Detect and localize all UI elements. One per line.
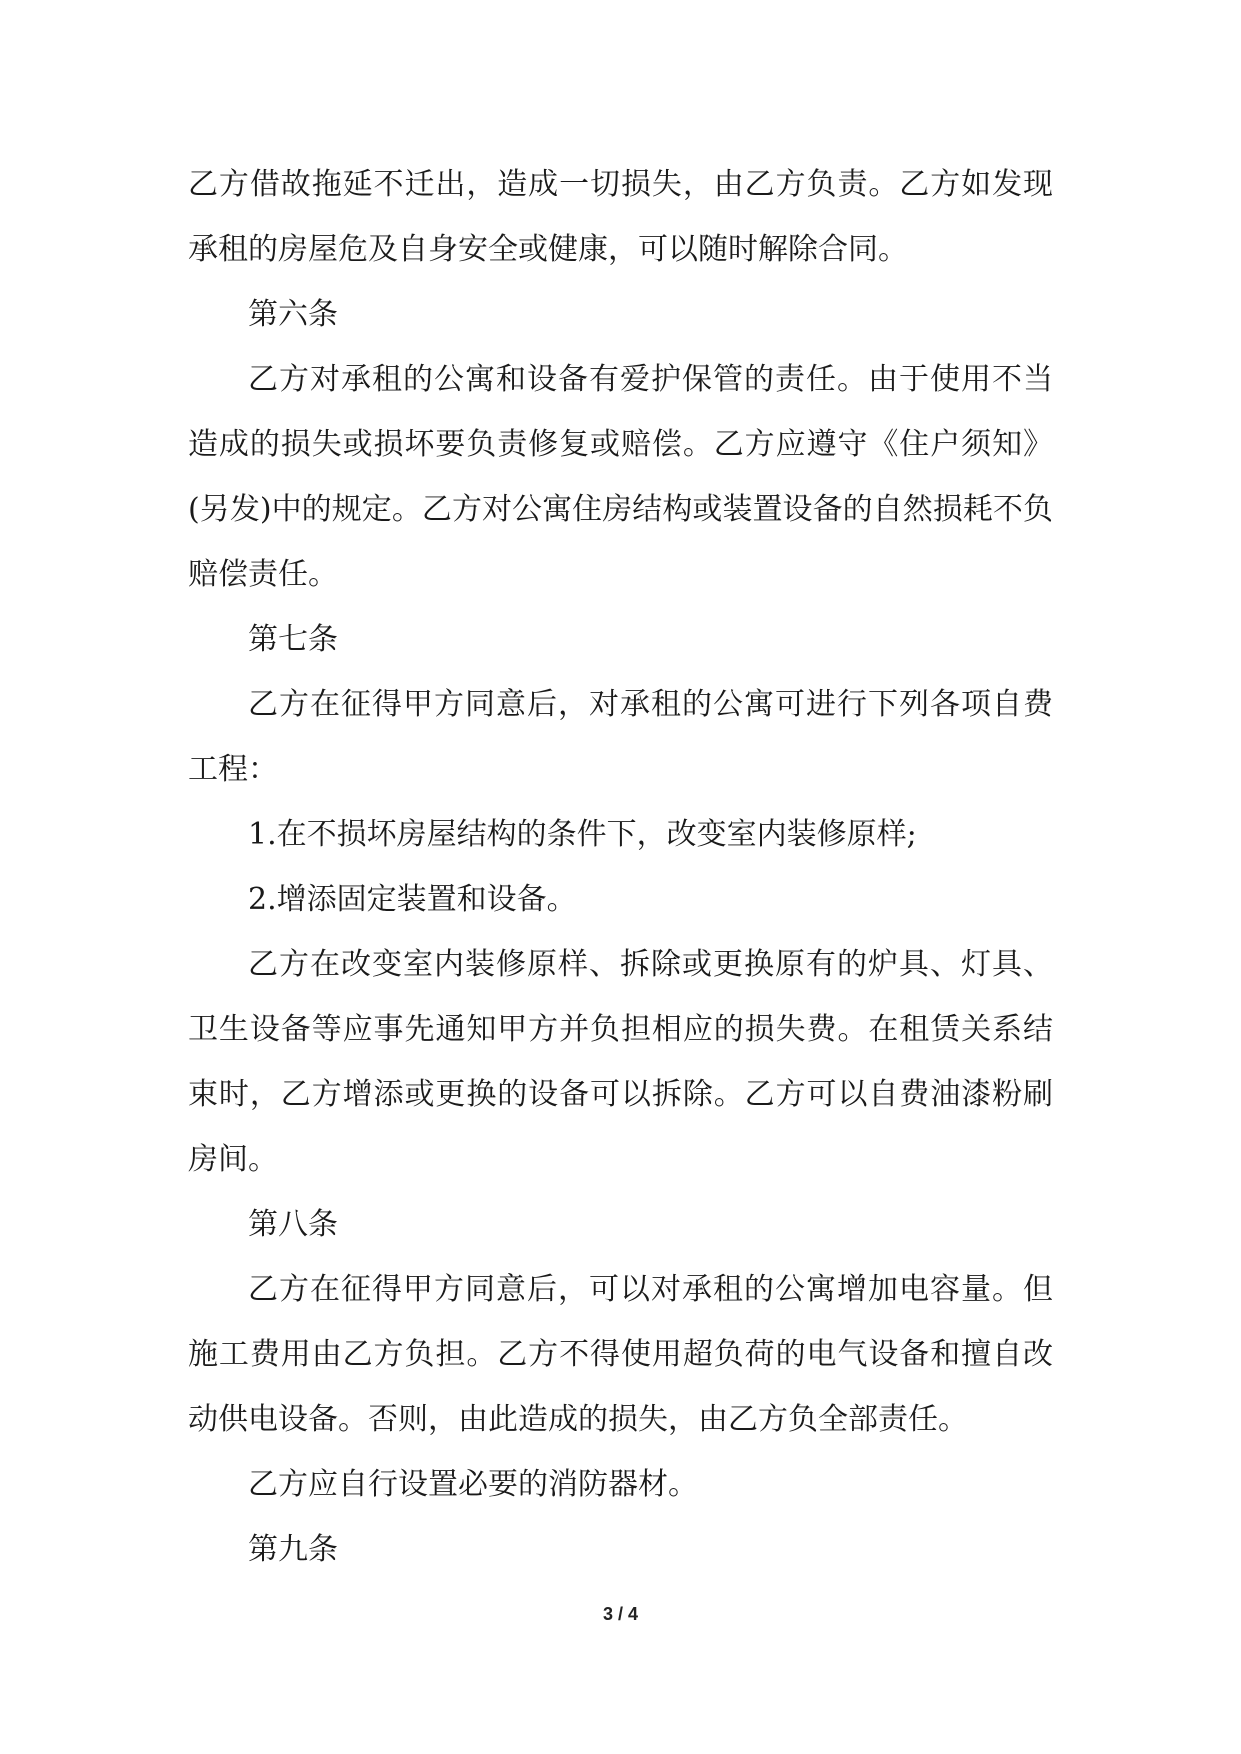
paragraph-fire-equipment: 乙方应自行设置必要的消防器材。 (248, 1467, 698, 1502)
article-heading-6: 第六条 (248, 297, 338, 332)
document-body (188, 152, 1053, 1582)
article-heading-8: 第八条 (248, 1207, 338, 1242)
page-number: 3 / 4 (602, 1604, 639, 1624)
article-heading-9: 第九条 (248, 1532, 338, 1567)
paragraph-article-7: 乙方在征得甲方同意后，对承租的公寓可进行下列各项自费工程： (188, 687, 1053, 787)
paragraph-article-6: 乙方对承租的公寓和设备有爱护保管的责任。由于使用不当造成的损失或损坏要负责修复或赔偿。乙方应遵守《住户须知》(另发)中的规定。乙方对公寓住房结构或装置设备的自然损耗不负赔偿责任。 (188, 362, 1053, 592)
list-item-2: 2.增添固定装置和设备。 (248, 882, 577, 917)
list-item-1: 1.在不损坏房屋结构的条件下，改变室内装修原样; (248, 817, 917, 852)
article-heading-7: 第七条 (248, 622, 338, 657)
paragraph-continuation: 乙方借故拖延不迁出，造成一切损失，由乙方负责。乙方如发现承租的房屋危及自身安全或健康，可以随时解除合同。 (188, 167, 1053, 267)
paragraph-article-8: 乙方在征得甲方同意后，可以对承租的公寓增加电容量。但施工费用由乙方负担。乙方不得使用超负荷的电气设备和擅自改动供电设备。否则，由此造成的损失，由乙方负全部责任。 (188, 1272, 1053, 1437)
paragraph-article-7-notice: 乙方在改变室内装修原样、拆除或更换原有的炉具、灯具、卫生设备等应事先通知甲方并负担相应的损失费。在租赁关系结束时，乙方增添或更换的设备可以拆除。乙方可以自费油漆粉刷房间。 (188, 947, 1053, 1177)
